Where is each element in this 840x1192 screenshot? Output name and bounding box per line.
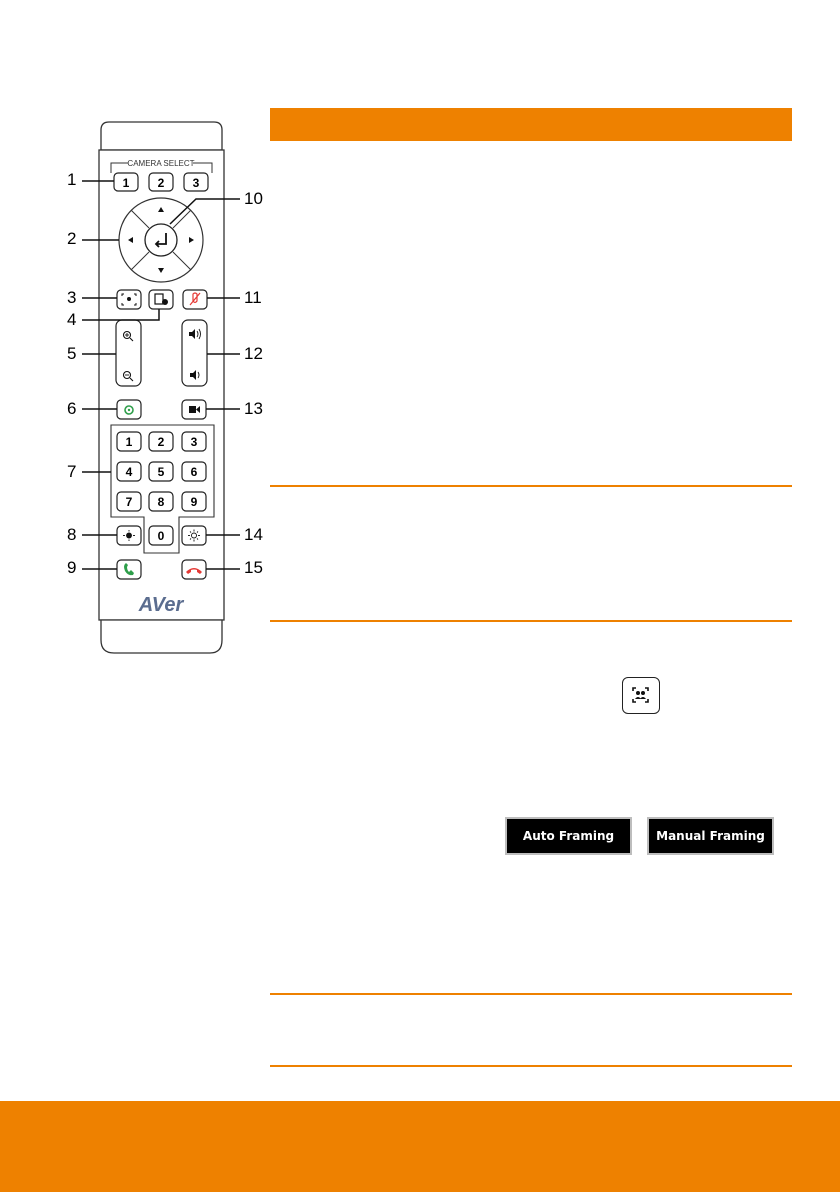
framing-icon: [622, 677, 660, 714]
callout-10: 10: [244, 189, 263, 208]
numpad-key-0[interactable]: [117, 432, 141, 451]
home-button[interactable]: [117, 400, 141, 419]
framing-icon-glyph: [623, 678, 658, 712]
aver-logo: AVer: [138, 594, 184, 616]
framing-button[interactable]: [117, 290, 141, 309]
direction-pad[interactable]: [119, 198, 203, 282]
numpad-key-5[interactable]: [182, 462, 206, 481]
numpad-key-label: 7: [125, 495, 133, 509]
callout-7: 7: [67, 462, 77, 481]
brightness-up-button[interactable]: [182, 526, 206, 545]
call-button[interactable]: [117, 560, 141, 579]
callout-1: 1: [67, 170, 77, 189]
numpad-key-8[interactable]: [182, 492, 206, 511]
camera-select-label: CAMERA SELECT: [127, 159, 195, 168]
hang-up-button[interactable]: [182, 560, 206, 579]
callout-3: 3: [67, 288, 77, 307]
numpad-key-label: 1: [125, 435, 133, 449]
section-divider: [270, 620, 792, 622]
camera-select-button-2[interactable]: [149, 173, 173, 191]
callout-13: 13: [244, 399, 263, 418]
numpad-key-3[interactable]: [117, 462, 141, 481]
section-divider: [270, 485, 792, 487]
camera-menu-button[interactable]: [149, 290, 173, 309]
numpad-key-7[interactable]: [149, 492, 173, 511]
remote-bottom-cap: [101, 620, 222, 653]
numpad-key-label: 8: [157, 495, 165, 509]
callout-15: 15: [244, 558, 263, 577]
callout-14: 14: [244, 525, 263, 544]
numpad-key-6[interactable]: [117, 492, 141, 511]
callout-8: 8: [67, 525, 77, 544]
callout-2: 2: [67, 229, 77, 248]
numpad-key-label: 2: [157, 435, 165, 449]
numpad-key-label: 0: [157, 529, 165, 543]
callout-12: 12: [244, 344, 263, 363]
numpad-key-label: 4: [125, 465, 133, 479]
remote-top-cap: [101, 122, 222, 150]
numpad-key-label: 3: [190, 435, 198, 449]
footer-band: [0, 1101, 840, 1192]
mic-mute-button[interactable]: [183, 290, 207, 309]
volume-rocker[interactable]: [182, 320, 207, 386]
camera-key-label: 3: [192, 176, 200, 190]
zoom-rocker[interactable]: [116, 320, 141, 386]
camera-key-label: 2: [157, 176, 165, 190]
camera-select-button-1[interactable]: [114, 173, 138, 191]
numpad-key-label: 6: [190, 465, 198, 479]
table-header-bar: [270, 108, 792, 141]
video-button[interactable]: [182, 400, 206, 419]
numpad-key-9[interactable]: [149, 526, 173, 545]
numpad-key-2[interactable]: [182, 432, 206, 451]
section-divider: [270, 1065, 792, 1067]
manual-framing-button[interactable]: Manual Framing: [647, 817, 774, 855]
callout-9: 9: [67, 558, 77, 577]
section-divider: [270, 993, 792, 995]
callout-5: 5: [67, 344, 77, 363]
numpad-key-label: 9: [190, 495, 198, 509]
video-icon: [189, 406, 196, 413]
callout-6: 6: [67, 399, 77, 418]
callout-11: 11: [244, 288, 262, 307]
auto-framing-button[interactable]: Auto Framing: [505, 817, 632, 855]
camera-select-button-3[interactable]: [184, 173, 208, 191]
numpad-key-1[interactable]: [149, 432, 173, 451]
brightness-down-button[interactable]: [117, 526, 141, 545]
numpad-key-label: 5: [157, 465, 165, 479]
camera-key-label: 1: [122, 176, 130, 190]
numpad-key-4[interactable]: [149, 462, 173, 481]
callout-4: 4: [67, 310, 77, 329]
remote-control-illustration: [0, 0, 270, 680]
